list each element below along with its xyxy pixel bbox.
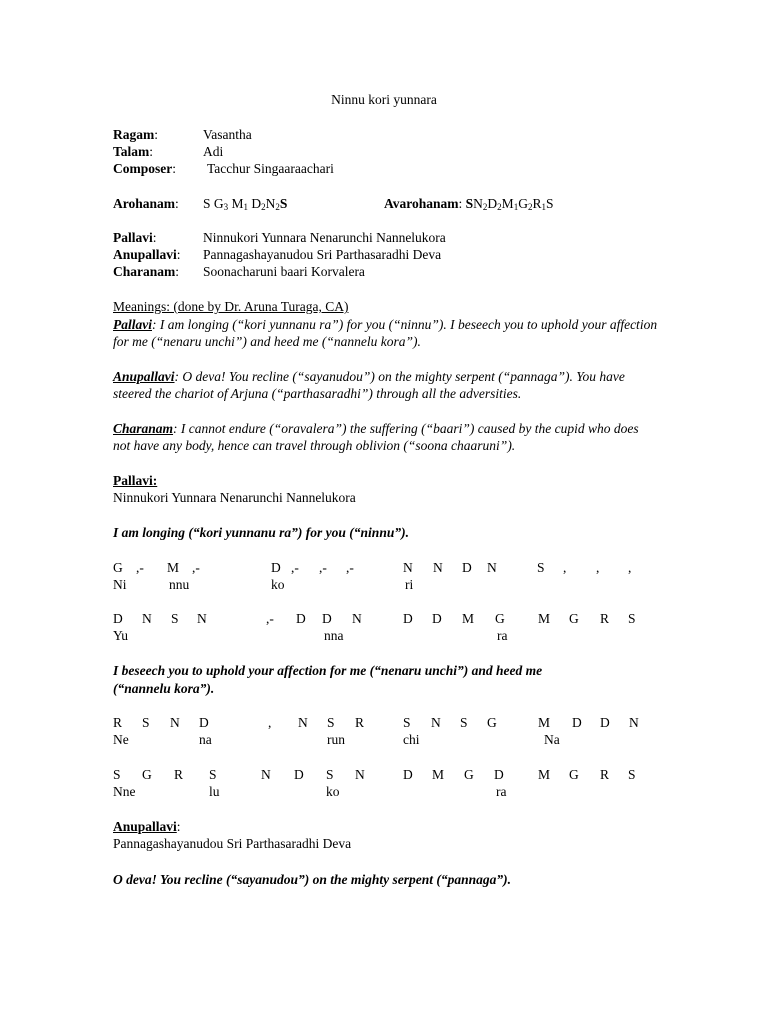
pallavi-value: Ninnukori Yunnara Nenarunchi Nannelukora [203,230,446,245]
meaning-pallavi: Pallavi: I am longing (“kori yunnanu ra”) for you (“ninnu”). I beseech you to uphold your affection for me (“nenaru unchi”) and heed me (“nannelu kora”). [113,317,658,349]
swara: D [271,560,281,575]
lyric: Yu [113,628,129,643]
swara: , [628,560,632,575]
swara: D [600,715,610,730]
swara: D [199,715,209,730]
lyric-row-4 [0,783,768,800]
swara: N [142,611,152,626]
lyric: ra [496,784,507,799]
swara: D [403,611,413,626]
swara: , [268,715,272,730]
swara-row-3 [0,714,768,731]
composer-value: Tacchur Singaaraachari [207,161,334,176]
avarohanam-group: Avarohanam: $SN_2D_2M_1G_2R_1S$ [384,196,554,212]
swara: N [487,560,497,575]
swara: M [538,767,551,782]
meaning-charanam: Charanam: I cannot endure (“oravalera”) the suffering (“baari”) caused by the cupid who does not have any body, hence can travel through oblivion (“soona chaaruni”). [113,421,639,453]
swara: D [494,767,504,782]
swara: D [403,767,413,782]
lyric: ri [405,577,414,592]
swara: N [433,560,443,575]
swara: M [538,715,551,730]
swara: M [462,611,475,626]
swara: ,- [319,560,327,575]
lyric-row-2 [0,627,768,644]
swara: G [487,715,497,730]
lyric: nnu [169,577,190,592]
swara: ,- [136,560,144,575]
swara: G [464,767,474,782]
swara: ,- [346,560,354,575]
meaning-charanam-label: Charanam [113,421,174,436]
swara: R [174,767,184,782]
swara: G [113,560,123,575]
lyric: ra [497,628,508,643]
swara: G [495,611,505,626]
anupallavi-value: Pannagashayanudou Sri Parthasaradhi Deva [203,247,442,262]
swara: N [629,715,639,730]
swara: N [431,715,441,730]
swara: N [197,611,207,626]
swara: D [294,767,304,782]
swara: S [327,715,335,730]
meaning-anupallavi: Anupallavi: O deva! You recline (“sayanudou”) on the mighty serpent (“pannaga”). You have steered the chariot of Arjuna (“parthasaradhi”) through all the adversities. [113,369,625,401]
meanings-heading: Meanings: (done by Dr. Aruna Turaga, CA) [113,299,349,314]
swara: S [142,715,150,730]
lyric: Nne [113,784,136,799]
lyric: lu [209,784,220,799]
talam-label: Talam: [113,144,154,159]
notation-anupallavi-line: Pannagashayanudou Sri Parthasaradhi Deva [113,836,352,851]
lyric-row-3 [0,731,768,748]
notation-meaning-2-line-1: I beseech you to uphold your affection for me (“nenaru unchi”) and heed me [113,663,543,678]
notation-pallavi-line: Ninnukori Yunnara Nenarunchi Nannelukora [113,490,356,505]
swara: M [167,560,180,575]
anupallavi-label: Anupallavi: [113,247,181,262]
ragam-row [0,126,768,143]
swara: S [209,767,217,782]
swara: S [460,715,468,730]
swara: ,- [291,560,299,575]
swara-row-4 [0,766,768,783]
lyric: chi [403,732,420,747]
notation-pallavi-heading: Pallavi: [113,473,158,488]
charanam-row [0,263,768,280]
swara: M [432,767,445,782]
swara: , [596,560,600,575]
swara: S [628,767,636,782]
composer-label: Composer: [113,161,177,176]
notation-meaning-1: I am longing (“kori yunnanu ra”) for you (“ninnu”). [113,525,409,540]
swara: N [352,611,362,626]
swara: M [538,611,551,626]
swara: R [355,715,365,730]
swara: S [537,560,545,575]
swara: D [572,715,582,730]
avarohanam-label: Avarohanam [384,196,459,211]
swara-row-1 [0,559,768,576]
swara: N [403,560,413,575]
swara: N [355,767,365,782]
swara-row-2 [0,610,768,627]
notation-anupallavi-heading: Anupallavi: [113,819,181,834]
lyric-row-1 [0,576,768,593]
page-title: Ninnu kori yunnara [331,92,437,107]
notation-meaning-3: O deva! You recline (“sayanudou”) on the mighty serpent (“pannaga”). [113,872,512,887]
swara: S [628,611,636,626]
swara: G [569,767,579,782]
lyric: Na [544,732,560,747]
meaning-anupallavi-label: Anupallavi [113,369,175,384]
swara: N [261,767,271,782]
talam-row [0,143,768,160]
pallavi-label: Pallavi: [113,230,157,245]
swara: ,- [266,611,274,626]
charanam-label: Charanam: [113,264,180,279]
swara: S [326,767,334,782]
lyric: Ne [113,732,129,747]
lyric: Ni [113,577,127,592]
swara: D [322,611,332,626]
swara: D [462,560,472,575]
swara: S [113,767,121,782]
swara: S [403,715,411,730]
swara: R [113,715,123,730]
swara: N [298,715,308,730]
swara: D [432,611,442,626]
swara: , [563,560,567,575]
lyric: run [327,732,345,747]
notation-meaning-2-line-2: (“nannelu kora”). [113,681,215,696]
anupallavi-row [0,246,768,263]
pallavi-row [0,229,768,246]
composer-row [0,160,768,177]
scale-row [0,195,768,212]
swara: G [142,767,152,782]
ragam-label: Ragam: [113,127,159,142]
charanam-value: Soonacharuni baari Korvalera [203,264,365,279]
swara: N [170,715,180,730]
swara: D [113,611,123,626]
lyric: ko [326,784,340,799]
swara: D [296,611,306,626]
swara: R [600,767,610,782]
lyric: na [199,732,212,747]
arohanam-label: Arohanam: [113,196,179,211]
meaning-pallavi-label: Pallavi [113,317,152,332]
swara: ,- [192,560,200,575]
ragam-value: Vasantha [203,127,252,142]
talam-value: Adi [203,144,224,159]
swara: S [171,611,179,626]
swara: R [600,611,610,626]
swara: G [569,611,579,626]
lyric: ko [271,577,285,592]
lyric: nna [324,628,344,643]
arohanam-value: S $G_3$ $M_1$ $D_2N_2S$ [203,196,288,212]
